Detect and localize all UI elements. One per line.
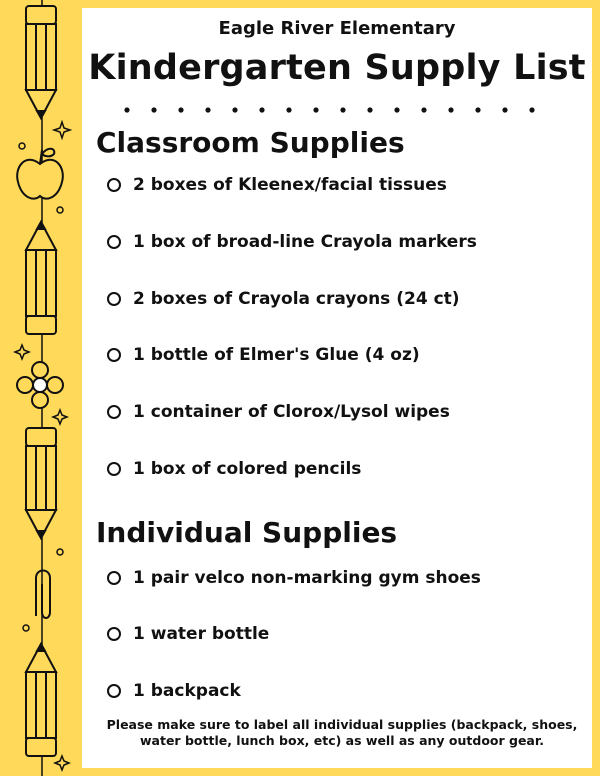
list-item-label: 1 box of broad-line Crayola markers	[133, 232, 477, 252]
footer-note: Please make sure to label all individual supplies (backpack, shoes, water bottle, lunch box, etc) as well as any outdoor gear.	[106, 717, 578, 748]
empty-checkbox-circle-icon[interactable]	[107, 627, 121, 641]
pencil-icon	[26, 644, 56, 756]
list-item-label: 1 backpack	[133, 681, 241, 701]
apple-icon	[17, 149, 63, 199]
empty-checkbox-circle-icon[interactable]	[107, 462, 121, 476]
empty-checkbox-circle-icon[interactable]	[107, 235, 121, 249]
list-item[interactable]	[107, 400, 450, 424]
pencil-icon	[26, 428, 56, 538]
sparkle-icon	[53, 410, 67, 424]
empty-checkbox-circle-icon[interactable]	[107, 348, 121, 362]
pencil-icon	[26, 222, 56, 334]
sparkle-icon	[55, 756, 69, 770]
list-item-label: 2 boxes of Kleenex/facial tissues	[133, 175, 447, 195]
empty-checkbox-circle-icon[interactable]	[107, 292, 121, 306]
empty-checkbox-circle-icon[interactable]	[107, 405, 121, 419]
page-title: Kindergarten Supply List	[88, 48, 586, 88]
school-name: Eagle River Elementary	[218, 18, 456, 39]
list-item[interactable]	[107, 622, 269, 646]
list-item[interactable]	[107, 457, 361, 481]
dotted-divider	[123, 104, 553, 116]
list-item-label: 2 boxes of Crayola crayons (24 ct)	[133, 289, 460, 309]
section-heading-individual: Individual Supplies	[96, 516, 398, 549]
flower-icon	[17, 362, 63, 408]
list-item-label: 1 bottle of Elmer's Glue (4 oz)	[133, 345, 420, 365]
list-item[interactable]	[107, 173, 447, 197]
list-item-label: 1 box of colored pencils	[133, 459, 362, 479]
sparkle-icon	[54, 122, 70, 138]
empty-checkbox-circle-icon[interactable]	[107, 571, 121, 585]
section-heading-classroom: Classroom Supplies	[96, 126, 405, 159]
paperclip-icon	[36, 571, 50, 619]
list-item[interactable]	[107, 343, 420, 367]
content-panel	[82, 8, 592, 768]
list-item[interactable]	[107, 679, 241, 703]
list-item-label: 1 pair velco non-marking gym shoes	[133, 568, 481, 588]
empty-checkbox-circle-icon[interactable]	[107, 684, 121, 698]
list-item[interactable]	[107, 566, 481, 590]
empty-checkbox-circle-icon[interactable]	[107, 178, 121, 192]
pencil-icon	[26, 6, 56, 118]
list-item-label: 1 container of Clorox/Lysol wipes	[133, 402, 450, 422]
list-item[interactable]	[107, 287, 460, 311]
doodle-border	[0, 0, 82, 776]
sparkle-icon	[15, 345, 29, 359]
list-item[interactable]	[107, 230, 477, 254]
list-item-label: 1 water bottle	[133, 624, 270, 644]
